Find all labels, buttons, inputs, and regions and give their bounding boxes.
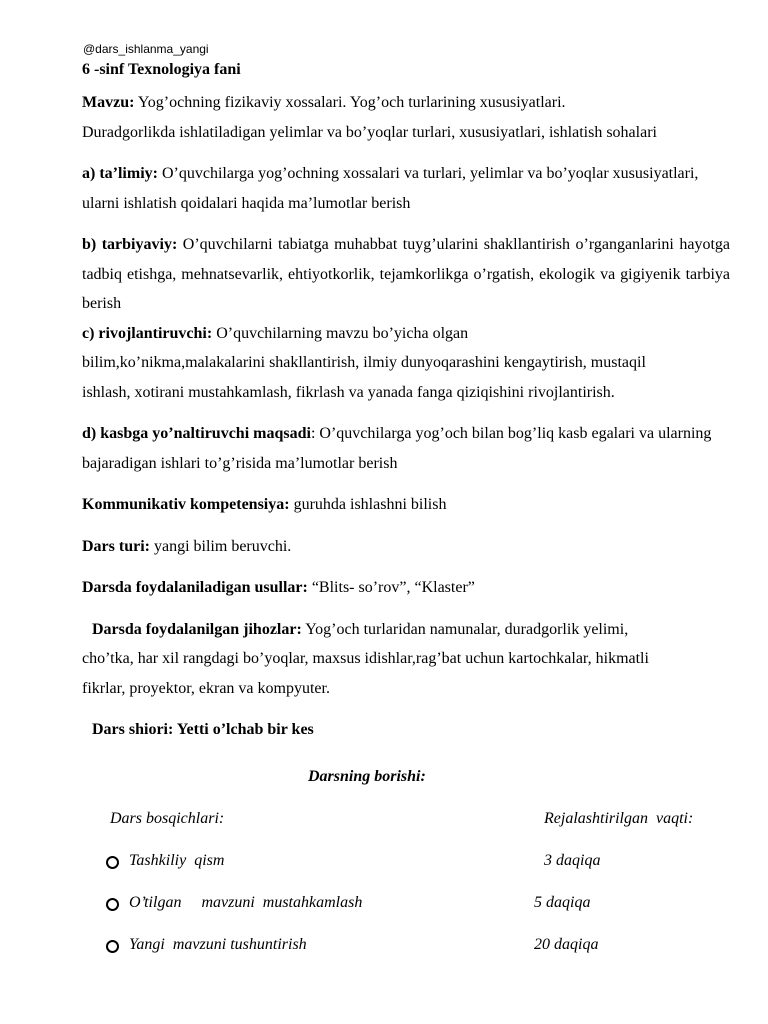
talimiy-label: a) ta’limiy: — [82, 165, 158, 182]
dars-shiori: Dars shiori: Yetti o’lchab bir kes — [92, 721, 314, 738]
mavzu-text: Yog’ochning fizikaviy xossalari. Yog’och turlarining xususiyatlari. — [134, 94, 566, 111]
stage-name: O’tilgan mavzuni mustahkamlash — [129, 894, 363, 911]
watermark: @dars_ishlanma_yangi — [83, 42, 209, 56]
circle-bullet-icon — [106, 940, 119, 953]
lesson-stages — [82, 768, 730, 968]
rivojlantiruvchi-text: O’quvchilarning mavzu bo’yicha olgan — [212, 324, 469, 342]
rivojlantiruvchi-text-2: bilim,ko’nikma,malakalarini shakllantirish, ilmiy dunyoqarashini kengaytirish, mustaqil — [82, 354, 646, 371]
jihozlar-text: Yog’och turlaridan namunalar, duradgorlik yelimi, — [301, 620, 629, 638]
col-stage-header: Dars bosqichlari: — [110, 810, 225, 827]
rivojlantiruvchi-section — [82, 319, 730, 408]
tarbiyaviy-section — [82, 230, 730, 319]
lesson-plan — [82, 58, 730, 745]
lesson-heading: 6 -sinf Texnologiya fani — [82, 61, 241, 78]
kommunikativ-text: guruhda ishlashni bilish — [289, 496, 447, 513]
dars-turi-section — [82, 532, 730, 562]
jihozlar-section — [82, 615, 730, 704]
stage-time: 3 daqiqa — [544, 852, 601, 869]
stage-time: 20 daqiqa — [534, 936, 599, 953]
stage-time: 5 daqiqa — [534, 894, 591, 911]
circle-bullet-icon — [106, 856, 119, 869]
talimiy-text: O’quvchilarga yog’ochning xossalari va turlari, yelimlar va bo’yoqlar xususiyatlari, ularni ishlatish qoidalari haqida ma’lumotlar berish — [82, 165, 699, 212]
usullar-text: “Blits- so’rov”, “Klaster” — [307, 579, 475, 596]
mavzu-section — [82, 88, 730, 147]
rivojlantiruvchi-text-3: ishlash, xotirani mustahkamlash, fikrlash va yanada fanga qiziqishini rivojlantirish. — [82, 383, 615, 401]
jihozlar-text-3: fikrlar, proyektor, ekran va kompyuter. — [82, 679, 330, 697]
col-time-header: Rejalashtirilgan vaqti: — [544, 810, 694, 827]
kasbga-section — [82, 419, 730, 478]
usullar-section — [82, 573, 730, 603]
circle-bullet-icon — [106, 898, 119, 911]
kasbga-text: : O’quvchilarga yog’och bilan bog’liq kasb egalari va ularning bajaradigan ishlari to’g’risida ma’lumotlar berish — [82, 425, 712, 472]
rivojlantiruvchi-label: c) rivojlantiruvchi: — [82, 324, 213, 342]
mavzu-label: Mavzu: — [82, 94, 135, 111]
dars-turi-text: yangi bilim beruvchi. — [149, 537, 292, 555]
kasbga-label: d) kasbga yo’naltiruvchi maqsadi — [82, 425, 311, 442]
mavzu-text-2: Duradgorlikda ishlatiladigan yelimlar va bo’yoqlar turlari, xususiyatlari, ishlatish sohalari — [82, 123, 657, 141]
jihozlar-label: Darsda foydalanilgan jihozlar: — [92, 620, 302, 638]
jihozlar-text-2: cho’tka, har xil rangdagi bo’yoqlar, maxsus idishlar,rag’bat uchun kartochkalar, hikmatli — [82, 650, 649, 667]
kommunikativ-section — [82, 490, 730, 520]
tarbiyaviy-text: O’quvchilarni tabiatga muhabbat tuyg’ularini shakllantirish o’rganganlarini hayotga tadbiq etishga, mehnatsevarlik, ehtiyotkorlik, tejamkorlikga o’rgatish, ekologik va gigiyenik tarbiya berish — [82, 236, 730, 312]
dars-turi-label: Dars turi: — [82, 537, 150, 555]
kommunikativ-label: Kommunikativ kompetensiya: — [82, 496, 290, 513]
talimiy-section — [82, 159, 730, 218]
stage-name: Tashkiliy qism — [129, 852, 225, 869]
darsning-borishi-title: Darsning borishi: — [308, 768, 426, 785]
tarbiyaviy-label: b) tarbiyaviy: — [82, 236, 178, 253]
stage-name: Yangi mavzuni tushuntirish — [129, 936, 307, 953]
usullar-label: Darsda foydalaniladigan usullar: — [82, 579, 308, 596]
